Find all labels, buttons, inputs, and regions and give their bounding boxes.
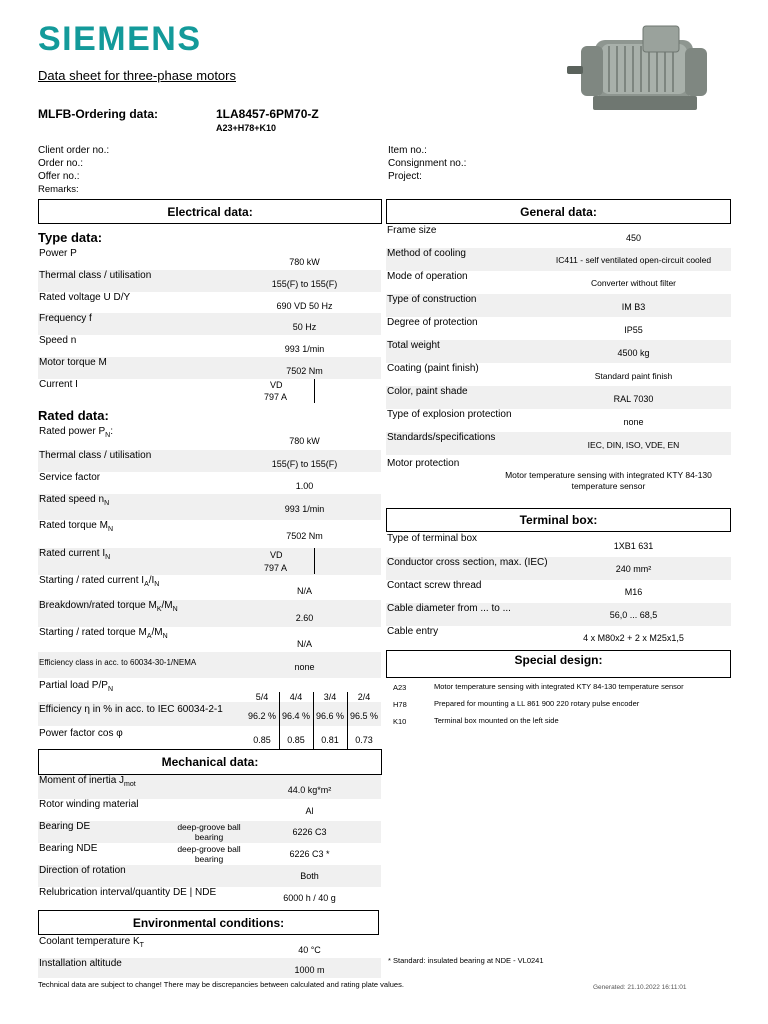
mlfb-label: MLFB-Ordering data: [38, 107, 158, 121]
general-row-motor-protection: Motor protection Motor temperature sensing with integrated KTY 84-130 temperature sensor [387, 458, 712, 491]
terminal-row-type: Type of terminal box 1XB1 631 [387, 533, 654, 551]
generated-timestamp: Generated: 21.10.2022 16:11:01 [593, 984, 687, 991]
special-design-header: Special design: [386, 650, 731, 678]
rated-row-service-factor: Service factor 1.00 [39, 472, 314, 491]
rated-row-current: Rated current $I_N$ VD 797 A [38, 548, 381, 575]
type-data-heading: Type data: [38, 230, 103, 245]
general-row-operation: Mode of operation Converter without filter [387, 271, 677, 288]
mlfb-value: 1LA8457-6PM70-Z [216, 107, 319, 121]
special-code-a23: A23 [393, 683, 407, 692]
terminal-row-screw-thread: Contact screw thread M16 [387, 580, 643, 597]
special-code-h78: H78 [393, 700, 407, 709]
mech-row-bearing-de: Bearing DE deep-groove ball bearing 6226 C3 [38, 821, 381, 843]
remarks-label: Remarks: [38, 184, 79, 195]
terminal-box-header: Terminal box: [386, 508, 731, 532]
general-row-weight: Total weight 4500 kg [386, 340, 731, 363]
disclaimer: Technical data are subject to change! There may be discrepancies between calculated and rating plate values. [38, 980, 404, 989]
type-row-voltage: Rated voltage U D/Y 690 VD 50 Hz [39, 292, 333, 311]
type-row-current: Current I VD 797 A [38, 379, 381, 405]
consignment-no-label: Consignment no.: [388, 158, 467, 169]
special-text-h78: Prepared for mounting a LL 861 900 220 rotary pulse encoder [434, 699, 640, 708]
general-row-standards: Standards/specifications IEC, DIN, ISO, VDE, EN [386, 432, 731, 455]
client-order-label: Client order no.: [38, 145, 110, 156]
rated-row-power: Rated power $P_N$: 780 kW [39, 426, 320, 446]
rated-row-partial-load: Partial load $P/P_N$ 5/4 4/4 3/4 2/4 [39, 680, 371, 702]
type-row-power: Power P 780 kW [39, 248, 320, 267]
siemens-logo: SIEMENS [38, 20, 202, 58]
rated-row-torque: Rated torque $M_N$ 7502 Nm [39, 520, 323, 541]
mech-row-inertia: Moment of inertia $J_{mot}$ 44.0 kg*m² [38, 775, 381, 799]
special-text-k10: Terminal box mounted on the left side [434, 716, 559, 725]
general-row-frame-size: Frame size 450 [387, 225, 642, 243]
general-row-explosion: Type of explosion protection none [387, 409, 644, 427]
rated-row-thermal: Thermal class / utilisation 155(F) to 155(F) [38, 450, 381, 472]
motor-image [565, 22, 717, 122]
rated-row-efficiency: Efficiency η in % in acc. to IEC 60034-2-1 96.2 % 96.4 % 96.6 % 96.5 % [38, 702, 381, 726]
rated-row-breakdown-torque: Breakdown/rated torque $M_K/M_N$ 2.60 [38, 600, 381, 627]
mech-row-rotor: Rotor winding material Al [39, 799, 314, 816]
project-label: Project: [388, 171, 422, 182]
terminal-row-cable-diameter: Cable diameter from ... to ... 56,0 ... 68,5 [386, 603, 731, 626]
general-row-protection: Degree of protection IP55 [387, 317, 643, 335]
type-row-frequency: Frequency f 50 Hz [38, 313, 381, 335]
mech-row-bearing-nde: Bearing NDE deep-groove ball bearing 6226 C3 * [39, 843, 330, 864]
mech-row-rotation: Direction of rotation Both [38, 865, 381, 887]
general-row-cooling: Method of cooling IC411 - self ventilated open-circuit cooled [386, 248, 731, 271]
rated-row-speed: Rated speed $n_N$ 993 1/min [38, 494, 381, 520]
rated-row-power-factor: Power factor cos φ 0.85 0.85 0.81 0.73 [39, 728, 373, 745]
terminal-row-cross-section: Conductor cross section, max. (IEC) 240 mm² [386, 557, 731, 580]
rated-data-heading: Rated data: [38, 408, 109, 423]
mechanical-data-header: Mechanical data: [38, 749, 382, 775]
datasheet-title: Data sheet for three-phase motors [38, 68, 236, 83]
rated-row-starting-torque: Starting / rated torque $M_A/M_N$ N/A [39, 627, 312, 649]
item-no-label: Item no.: [388, 145, 427, 156]
bearing-footnote: * Standard: insulated bearing at NDE - VL0241 [388, 956, 544, 965]
rated-row-efficiency-class: Efficiency class in acc. to 60034-30-1/NEMA none [38, 652, 381, 678]
electrical-data-header: Electrical data: [38, 199, 382, 224]
offer-no-label: Offer no.: [38, 171, 80, 182]
terminal-row-cable-entry: Cable entry 4 x M80x2 + 2 x M25x1,5 [387, 626, 684, 643]
rated-row-starting-current: Starting / rated current $I_A/I_N$ N/A [39, 575, 312, 596]
type-row-torque: Motor torque M 7502 Nm [38, 357, 381, 379]
general-row-coating: Coating (paint finish) Standard paint finish [387, 363, 673, 381]
order-no-label: Order no.: [38, 158, 84, 169]
type-row-speed: Speed n 993 1/min [39, 335, 325, 354]
mlfb-options: A23+H78+K10 [216, 123, 277, 133]
mech-row-relubrication: Relubrication interval/quantity DE | NDE 6000 h / 40 g [39, 887, 336, 903]
general-data-header: General data: [386, 199, 731, 224]
type-row-thermal: Thermal class / utilisation 155(F) to 155(F) [38, 270, 381, 292]
env-row-coolant: Coolant temperature $K_T$ 40 °C [39, 936, 321, 955]
env-row-altitude: Installation altitude 1000 m [38, 958, 381, 978]
special-text-a23: Motor temperature sensing with integrated KTY 84-130 temperature sensor [434, 682, 684, 691]
general-row-color: Color, paint shade RAL 7030 [386, 386, 731, 409]
general-row-construction: Type of construction IM B3 [386, 294, 731, 317]
environmental-header: Environmental conditions: [38, 910, 379, 935]
special-code-k10: K10 [393, 717, 407, 726]
